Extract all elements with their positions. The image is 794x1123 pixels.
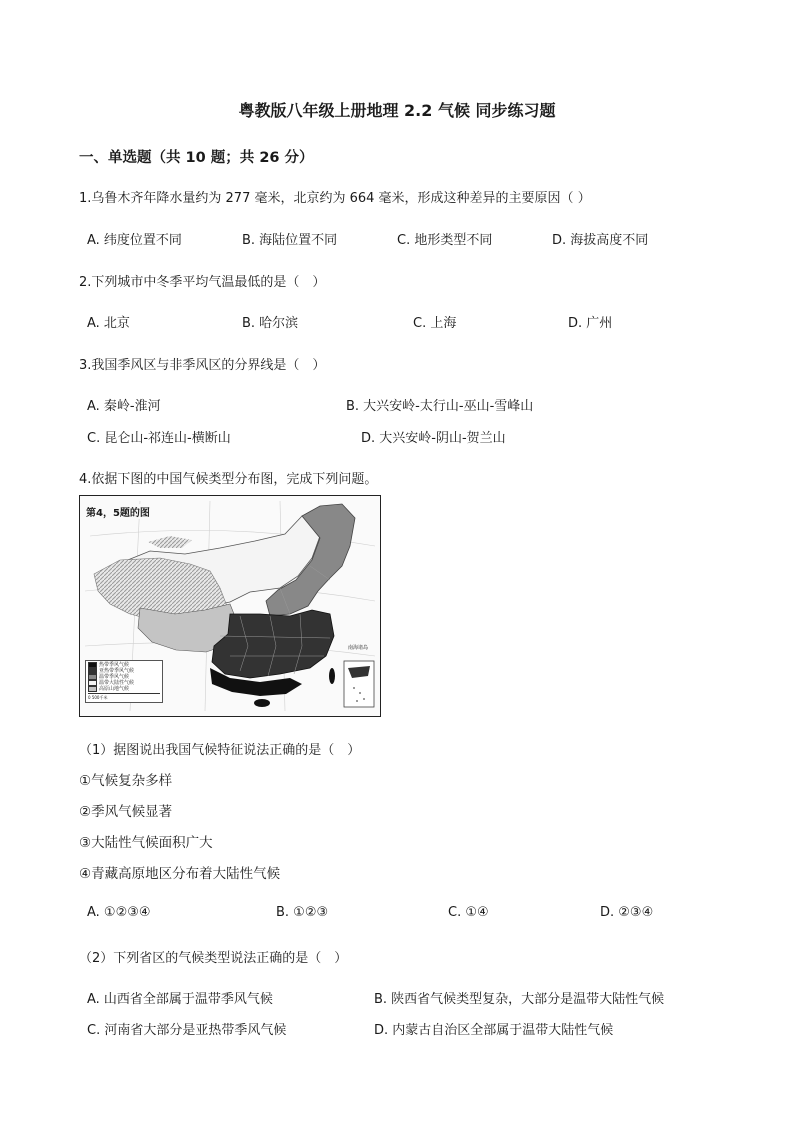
legend-label: 亚热带季风气候	[99, 668, 135, 674]
subquestion-2-option-b: B. 陕西省气候类型复杂，大部分是温带大陆性气候	[374, 992, 665, 1007]
subquestion-1-stem: （1）据图说出我国气候特征说法正确的是（ ）	[79, 743, 361, 758]
statement-3: ③大陆性气候面积广大	[79, 835, 213, 851]
hatched-band-north	[148, 536, 192, 548]
document-title: 粤教版八年级上册地理 2.2 气候 同步练习题	[238, 101, 556, 120]
map-caption: 第4，5题的图	[86, 504, 150, 519]
question-2-option-a: A. 北京	[87, 316, 130, 331]
question-3-option-b: B. 大兴安岭-太行山-巫山-雪峰山	[346, 399, 534, 414]
subquestion-2-option-c: C. 河南省大部分是亚热带季风气候	[87, 1023, 287, 1038]
taiwan-island	[329, 668, 335, 684]
question-1-option-c: C. 地形类型不同	[397, 233, 493, 248]
legend-swatch	[88, 686, 97, 692]
question-2-stem: 2.下列城市中冬季平均气温最低的是（ ）	[79, 275, 326, 290]
question-2-option-c: C. 上海	[413, 316, 457, 331]
statement-4: ④青藏高原地区分布着大陆性气候	[79, 866, 281, 882]
subquestion-1-option-b: B. ①②③	[276, 905, 329, 920]
subquestion-1-option-a: A. ①②③④	[87, 905, 151, 920]
question-2-option-d: D. 广州	[568, 316, 613, 331]
subquestion-1-option-c: C. ①④	[448, 905, 489, 920]
china-climate-map	[79, 495, 381, 717]
legend-label: 热带季风气候	[99, 662, 130, 668]
legend-row	[88, 686, 160, 692]
question-2-option-b: B. 哈尔滨	[242, 316, 299, 331]
map-scale: 0 500千米	[88, 693, 160, 701]
subquestion-2-option-a: A. 山西省全部属于温带季风气候	[87, 992, 273, 1007]
subquestion-2-option-d: D. 内蒙古自治区全部属于温带大陆性气候	[374, 1023, 614, 1038]
section-heading: 一、单选题（共 10 题；共 26 分）	[79, 150, 314, 166]
subquestion-1-option-d: D. ②③④	[600, 905, 654, 920]
legend-label: 温带大陆性气候	[99, 680, 135, 686]
question-3-stem: 3.我国季风区与非季风区的分界线是（ ）	[79, 358, 326, 373]
legend-label: 高原山地气候	[99, 686, 130, 692]
question-1-option-b: B. 海陆位置不同	[242, 233, 338, 248]
question-3-option-d: D. 大兴安岭-阴山-贺兰山	[361, 431, 506, 446]
question-3-option-c: C. 昆仑山-祁连山-横断山	[87, 431, 231, 446]
statement-1: ①气候复杂多样	[79, 773, 173, 789]
question-1-option-d: D. 海拔高度不同	[552, 233, 649, 248]
hainan-island	[254, 699, 270, 707]
question-1-stem: 1.乌鲁木齐年降水量约为 277 毫米，北京约为 664 毫米，形成这种差异的主要原因（ ）	[79, 191, 591, 206]
inset-label: 南海诸岛	[348, 645, 369, 651]
subquestion-2-stem: （2）下列省区的气候类型说法正确的是（ ）	[79, 951, 348, 966]
statement-2: ②季风气候显著	[79, 804, 173, 820]
question-3-option-a: A. 秦岭-淮河	[87, 399, 161, 414]
question-1-option-a: A. 纬度位置不同	[87, 233, 182, 248]
question-4-stem: 4.依据下图的中国气候类型分布图，完成下列问题。	[79, 472, 378, 487]
map-legend	[85, 660, 163, 703]
subtropical-monsoon-region	[212, 610, 334, 678]
legend-label: 温带季风气候	[99, 674, 130, 680]
